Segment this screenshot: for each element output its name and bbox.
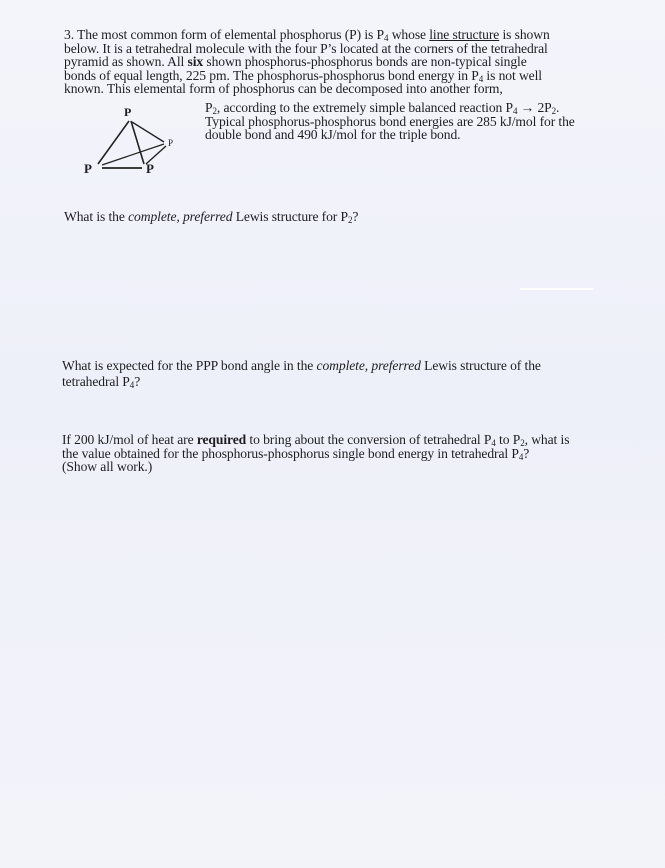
atom-label-right: P xyxy=(146,161,154,176)
side-line-1: $P_2$, according to the extremely simple balanced reaction $P_4 \to 2P_2$. xyxy=(205,100,560,116)
six-emphasis: six xyxy=(187,54,204,70)
p4-line-structure xyxy=(80,104,190,184)
question-3: If 200 kJ/mol of heat are required to bring about the conversion of tetrahedral $P_4$ to $P_2$, what is the value obtained for the phosphorus-phosphorus single bond energy in tetrahedral $P_4$? (Show all work.) xyxy=(62,432,570,475)
scan-artifact xyxy=(520,288,594,290)
side-line-2: Typical phosphorus-phosphorus bond energies are 285 kJ/mol for the xyxy=(205,113,575,129)
line-structure-term: line structure xyxy=(429,27,500,42)
problem-intro xyxy=(64,28,624,96)
intro-line-3: pyramid as shown. All six shown phosphorus-phosphorus bonds are non-typical single xyxy=(64,54,527,70)
tetrahedron-drawing xyxy=(80,104,190,184)
side-line-3: double bond and 490 kJ/mol for the triple bond. xyxy=(205,127,461,143)
intro-line-5: known. This elemental form of phosphorus can be decomposed into another form, xyxy=(64,81,503,97)
intro-line-4: bonds of equal length, 225 pm. The phosphorus-phosphorus bond energy in $P_4$ is not well xyxy=(64,67,542,84)
intro-line-2: below. It is a tetrahedral molecule with the four P’s located at the corners of the tetrahedral xyxy=(64,40,548,56)
problem-side-text xyxy=(205,101,635,142)
intro-line-1: 3. The most common form of elemental phosphorus (P) is $P_4$ whose line structure is shown xyxy=(64,27,550,43)
atom-label-back: P xyxy=(168,138,174,148)
atom-label-left: P xyxy=(84,161,92,176)
question-1: What is the complete, preferred Lewis structure for $P_2$? xyxy=(64,209,359,225)
question-2: What is expected for the PPP bond angle in the complete, preferred Lewis structure of the tetrahedral $P_4$? xyxy=(62,358,541,390)
bond-top-right xyxy=(131,121,144,164)
required-emphasis: required xyxy=(196,432,247,447)
atom-label-top: P xyxy=(124,105,132,119)
bond-left-back xyxy=(102,144,164,165)
